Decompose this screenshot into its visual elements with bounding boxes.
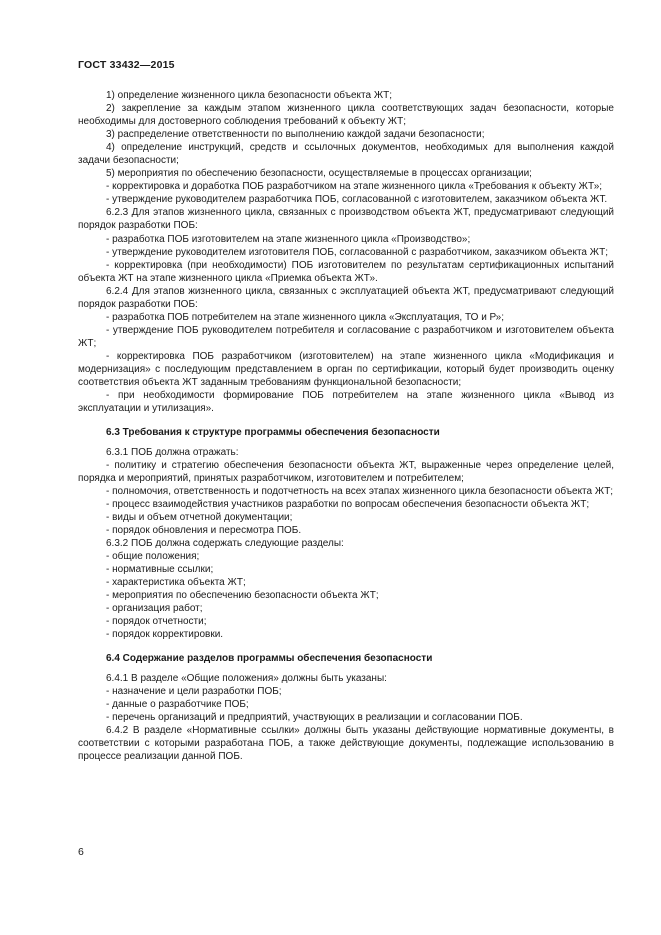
document-body xyxy=(78,89,614,763)
paragraph: - мероприятия по обеспечению безопасности объекта ЖТ; xyxy=(106,590,379,602)
paragraph: - данные о разработчике ПОБ; xyxy=(106,699,249,711)
paragraph: - порядок обновления и пересмотра ПОБ. xyxy=(106,525,302,536)
paragraph: 6.3.1 ПОБ должна отражать: xyxy=(106,446,239,458)
paragraph: - порядок корректировки. xyxy=(106,629,224,641)
paragraph: - при необходимости формирование ПОБ потребителем на этапе жизненного цикла «Вывод из эксплуатации и утилизация». xyxy=(78,390,614,415)
paragraph: - утверждение ПОБ руководителем потребителя и согласование с разработчиком и изготовителем объекта ЖТ; xyxy=(78,324,614,349)
paragraph: 1) определение жизненного цикла безопасности объекта ЖТ; xyxy=(106,90,393,101)
paragraph: - политику и стратегию обеспечения безопасности объекта ЖТ, выраженные через определение целей, порядка и мероприятий, принятых разработчиком, изготовителем и потребителем; xyxy=(78,459,614,484)
paragraph: - полномочия, ответственность и подотчетность на всех этапах жизненного цикла безопасности объекта ЖТ; xyxy=(106,485,614,497)
section-heading: 6.3 Требования к структуре программы обеспечения безопасности xyxy=(106,426,440,438)
paragraph: 2) закрепление за каждым этапом жизненного цикла соответствующих задач безопасности, которые необходимы для достоверного соблюдения требований к объекту ЖТ; xyxy=(78,103,614,128)
paragraph: - корректировка и доработка ПОБ разработчиком на этапе жизненного цикла «Требования к объекту ЖТ»; xyxy=(106,181,603,193)
paragraph: - разработка ПОБ потребителем на этапе жизненного цикла «Эксплуатация, ТО и Р»; xyxy=(106,311,505,323)
paragraph: - перечень организаций и предприятий, участвующих в реализации и согласовании ПОБ. xyxy=(106,712,523,724)
paragraph: 3) распределение ответственности по выполнению каждой задачи безопасности; xyxy=(106,129,485,141)
paragraph: 6.4.2 В разделе «Нормативные ссылки» должны быть указаны действующие нормативные документы, в соответствии с которыми разработана ПОБ, а также действующие документы, подлежащие использованию в процессе реализации данной ПОБ. xyxy=(78,725,614,763)
paragraph: - организация работ; xyxy=(106,603,203,615)
paragraph: 6.2.4 Для этапов жизненного цикла, связанных с эксплуатацией объекта ЖТ, предусматривают следующий порядок разработки ПОБ: xyxy=(78,285,614,310)
paragraph: 5) мероприятия по обеспечению безопасности, осуществляемые в процессах организации; xyxy=(106,168,532,180)
page-number: 6 xyxy=(78,846,84,858)
document-header: ГОСТ 33432—2015 xyxy=(78,59,175,71)
paragraph: - корректировка (при необходимости) ПОБ изготовителем по результатам сертификационных испытаний объекта ЖТ на этапе жизненного цикла «Приемка объекта ЖТ». xyxy=(78,259,614,284)
paragraph: - нормативные ссылки; xyxy=(106,564,214,576)
paragraph: - назначение и цели разработки ПОБ; xyxy=(106,686,282,698)
paragraph: 6.2.3 Для этапов жизненного цикла, связанных с производством объекта ЖТ, предусматривают следующий порядок разработки ПОБ: xyxy=(78,207,614,232)
paragraph: - общие положения; xyxy=(106,551,200,563)
paragraph: - виды и объем отчетной документации; xyxy=(106,511,293,523)
paragraph: - порядок отчетности; xyxy=(106,616,207,628)
paragraph: - разработка ПОБ изготовителем на этапе жизненного цикла «Производство»; xyxy=(106,233,471,245)
paragraph: 6.4.1 В разделе «Общие положения» должны быть указаны: xyxy=(106,672,387,684)
paragraph: - процесс взаимодействия участников разработки по вопросам обеспечения безопасности объекта ЖТ; xyxy=(106,498,590,510)
paragraph: 4) определение инструкций, средств и ссылочных документов, необходимых для выполнения каждой задачи безопасности; xyxy=(78,142,614,167)
paragraph: 6.3.2 ПОБ должна содержать следующие разделы: xyxy=(106,538,344,550)
paragraph: - корректировка ПОБ разработчиком (изготовителем) на этапе жизненного цикла «Модификация и модернизация» с последующим представлением в орган по сертификации, который будет производить оценку соответствия объекта ЖТ заданным требованиям функциональной безопасности; xyxy=(78,350,614,389)
paragraph: - характеристика объекта ЖТ; xyxy=(106,577,246,589)
section-heading: 6.4 Содержание разделов программы обеспечения безопасности xyxy=(106,652,433,664)
paragraph: - утверждение руководителем изготовителя ПОБ, согласованной с разработчиком, заказчиком объекта ЖТ; xyxy=(106,246,608,258)
paragraph: - утверждение руководителем разработчика ПОБ, согласованной с изготовителем, заказчиком объекта ЖТ. xyxy=(106,194,608,206)
